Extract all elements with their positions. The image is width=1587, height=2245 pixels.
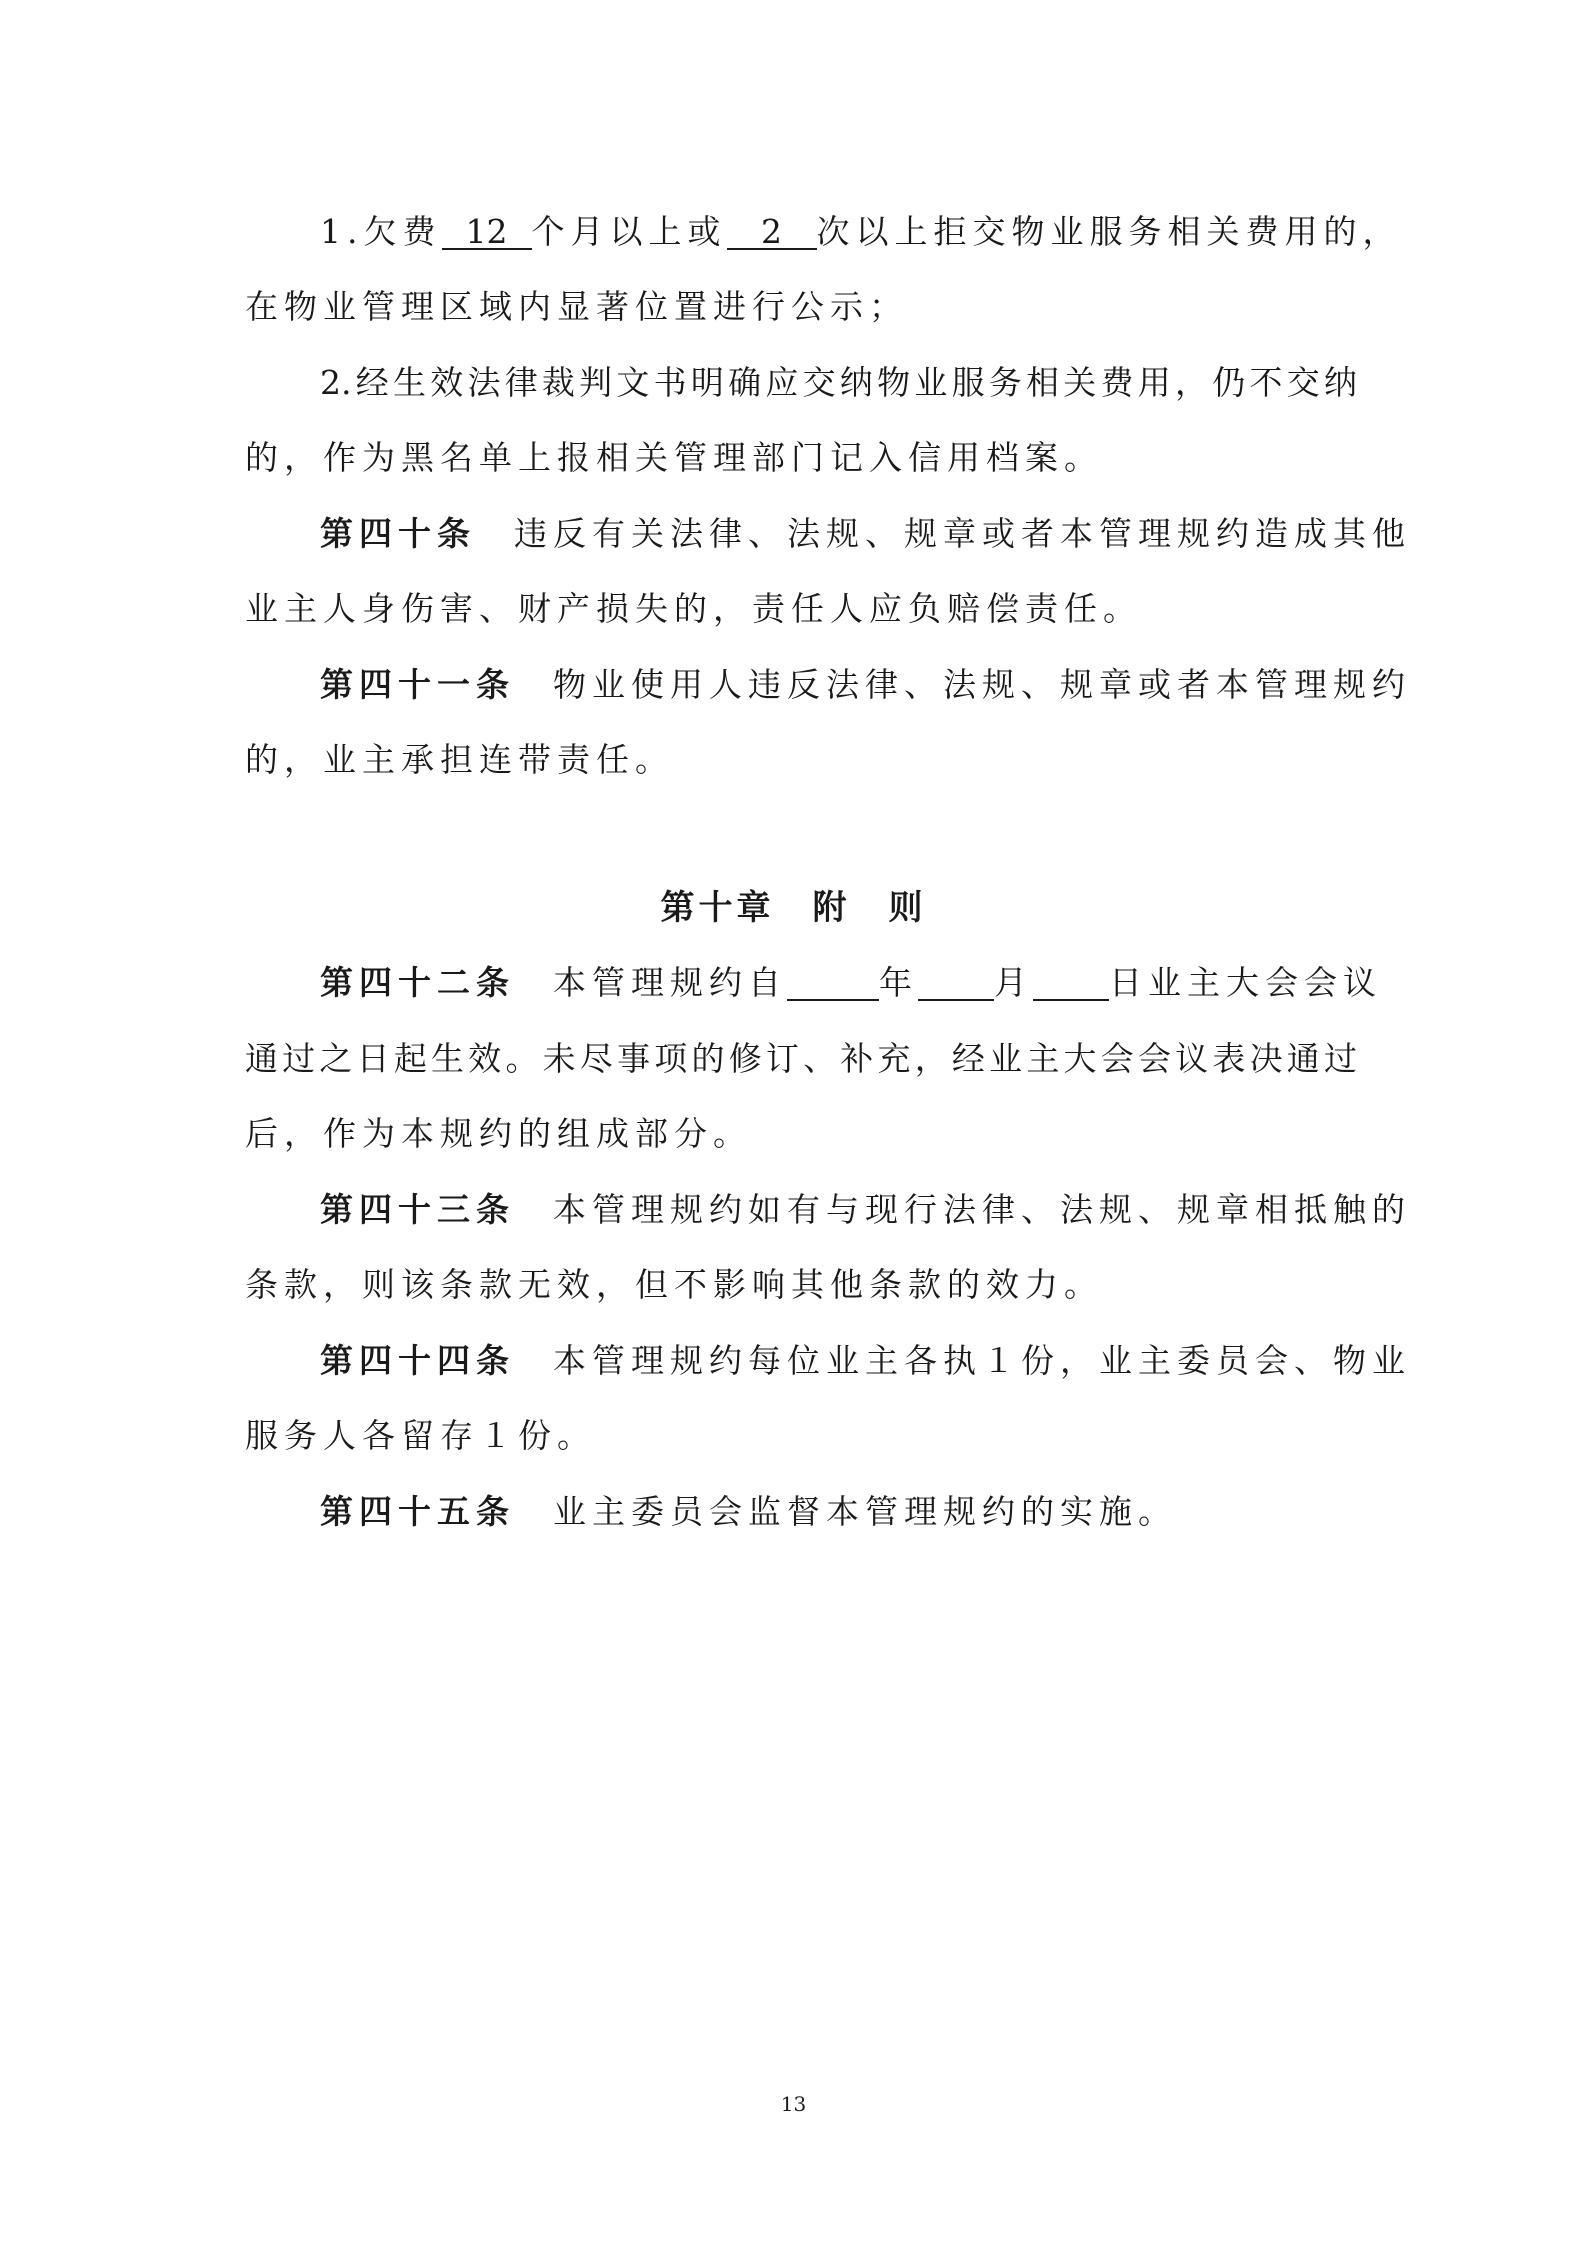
article-42-label: 第四十二条	[320, 963, 515, 1002]
article-43-label: 第四十三条	[320, 1190, 515, 1229]
article-42-line-3: 后，作为本规约的组成部分。	[245, 1114, 752, 1153]
article-40-line-1	[320, 514, 1411, 554]
overdue-months-blank: 12	[442, 212, 532, 250]
article-44-line-1	[320, 1341, 1411, 1381]
article-44-label: 第四十四条	[320, 1341, 515, 1380]
article-41-line-2: 的，业主承担连带责任。	[245, 740, 674, 779]
article-42-suffix: 日业主大会会议	[1109, 963, 1382, 1002]
article-40-line-2: 业主人身伤害、财产损失的，责任人应负赔偿责任。	[245, 589, 1142, 628]
item-1-prefix: 1.欠费	[320, 212, 442, 251]
article-45-label: 第四十五条	[320, 1492, 515, 1531]
item-1-suffix: 次以上拒交物业服务相关费用的，	[816, 212, 1402, 251]
article-40-label: 第四十条	[320, 514, 476, 553]
month-blank	[918, 963, 994, 1001]
article-40-text: 违反有关法律、法规、规章或者本管理规约造成其他	[514, 514, 1411, 553]
day-blank	[1033, 963, 1109, 1001]
article-42-line-1	[320, 963, 1382, 1003]
article-43-line-2: 条款，则该条款无效，但不影响其他条款的效力。	[245, 1265, 1103, 1304]
article-43-text: 本管理规约如有与现行法律、法规、规章相抵触的	[553, 1190, 1411, 1229]
year-label: 年	[879, 963, 918, 1002]
article-45-line-1	[320, 1492, 1357, 1532]
article-42-line-2: 通过之日起生效。未尽事项的修订、补充，经业主大会会议表决通过	[245, 1039, 1357, 1078]
item-2-line-1: 2.经生效法律裁判文书明确应交纳物业服务相关费用，仍不交纳	[320, 363, 1357, 402]
item-2-line-2: 的，作为黑名单上报相关管理部门记入信用档案。	[245, 438, 1103, 477]
article-44-line-2: 服务人各留存１份。	[245, 1416, 596, 1455]
month-label: 月	[994, 963, 1033, 1002]
article-41-line-1	[320, 665, 1411, 705]
page-number: 13	[780, 2092, 807, 2116]
article-41-label: 第四十一条	[320, 665, 515, 704]
article-44-text: 本管理规约每位业主各执１份，业主委员会、物业	[553, 1341, 1411, 1380]
article-41-text: 物业使用人违反法律、法规、规章或者本管理规约	[553, 665, 1411, 704]
article-43-line-1	[320, 1190, 1411, 1230]
chapter-title: 第十章 附 则	[660, 888, 927, 928]
year-blank	[787, 963, 879, 1001]
refusal-count-blank: 2	[727, 212, 817, 250]
item-1-middle: 个月以上或	[531, 212, 727, 251]
item-1-line-2: 在物业管理区域内显著位置进行公示；	[245, 287, 908, 326]
article-45-text: 业主委员会监督本管理规约的实施。	[553, 1492, 1177, 1531]
article-42-prefix: 本管理规约自	[553, 963, 787, 1002]
item-1-line-1	[320, 212, 1402, 252]
